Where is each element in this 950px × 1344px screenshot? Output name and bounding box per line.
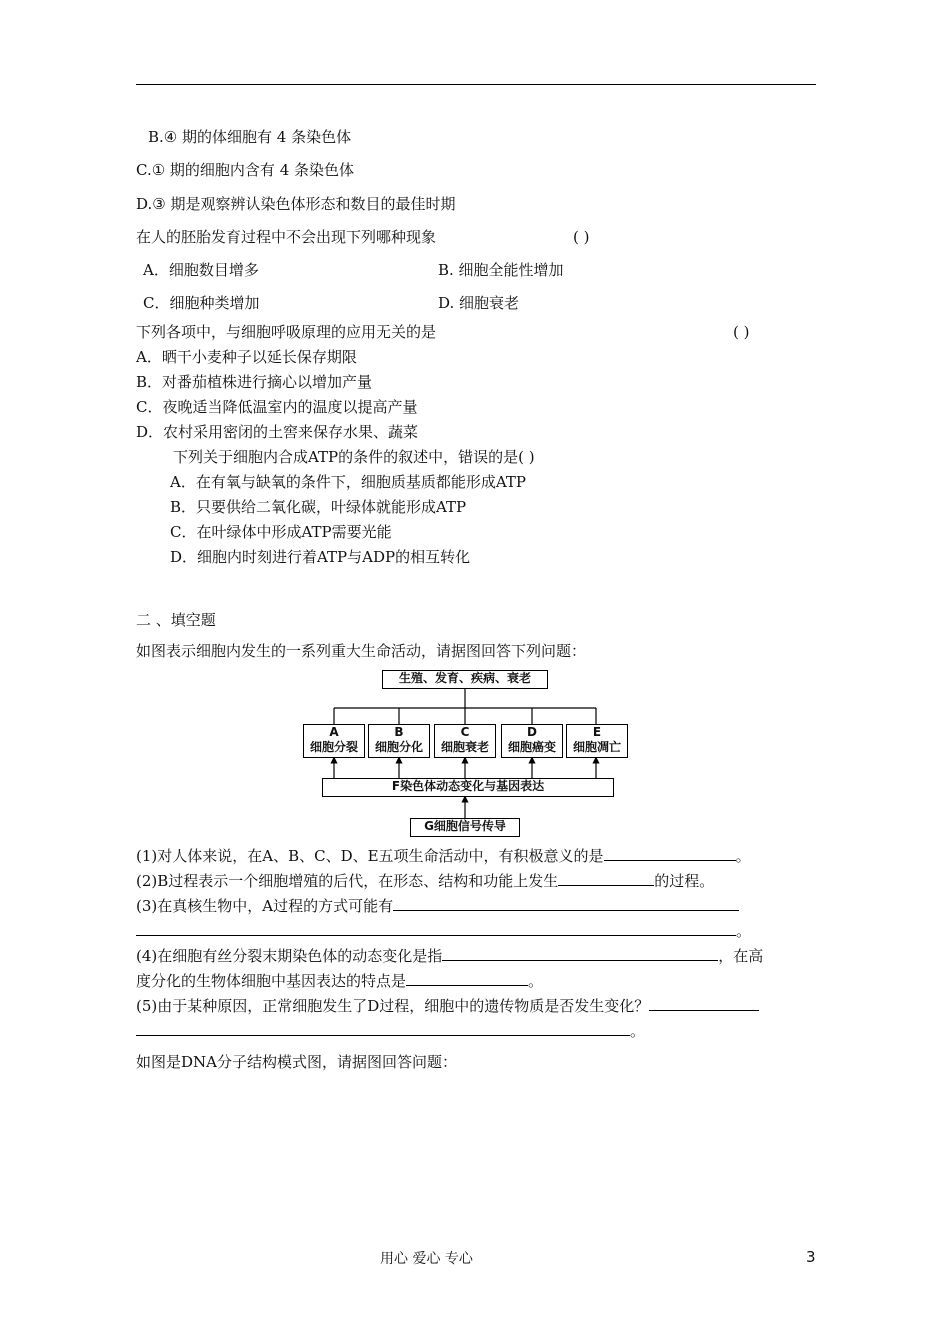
respiration-option-a: A．晒干小麦种子以延长保存期限 — [136, 348, 357, 366]
prev-option-b: B.④ 期的体细胞有 4 条染色体 — [148, 128, 352, 146]
q5-answer-blank-2[interactable] — [136, 1021, 630, 1036]
box-b-label: 细胞分化 — [374, 740, 423, 754]
box-d-label: 细胞癌变 — [507, 740, 556, 754]
q5-end: 。 — [630, 1022, 646, 1040]
diagram-box-a — [303, 724, 365, 758]
atp-option-d: D．细胞内时刻进行着ATP与ADP的相互转化 — [170, 548, 471, 566]
q1-text: (1)对人体来说，在A、B、C、D、E五项生命活动中，有积极意义的是 — [136, 847, 604, 865]
q4-end: 。 — [528, 972, 544, 990]
box-e-label: 细胞凋亡 — [572, 740, 621, 754]
fill1-q4-cont — [136, 971, 543, 991]
embryo-option-d: D. 细胞衰老 — [438, 294, 520, 312]
footer-motto: 用心 爱心 专心 — [380, 1251, 473, 1267]
box-a-letter: A — [329, 725, 339, 739]
atp-option-b: B．只要供给二氧化碳，叶绿体就能形成ATP — [170, 498, 467, 516]
q4-answer-blank-1[interactable] — [442, 946, 718, 961]
q4-mid: ，在高 — [718, 947, 764, 965]
respiration-option-d: D．农村采用密闭的土窖来保存水果、蔬菜 — [136, 423, 419, 441]
q2-end: 的过程。 — [654, 872, 715, 890]
atp-question-stem: 下列关于细胞内合成ATP的条件的叙述中，错误的是( ) — [173, 448, 535, 466]
q2-text: (2)B过程表示一个细胞增殖的后代，在形态、结构和功能上发生 — [136, 872, 559, 890]
atp-option-c: C．在叶绿体中形成ATP需要光能 — [170, 523, 392, 541]
diagram-middle-box: F染色体动态变化与基因表达 — [322, 778, 614, 797]
header-rule — [136, 84, 816, 85]
prev-option-c: C.① 期的细胞内含有 4 条染色体 — [136, 161, 355, 179]
q3-answer-blank-2[interactable] — [136, 921, 736, 936]
respiration-option-b: B．对番茄植株进行摘心以增加产量 — [136, 373, 373, 391]
embryo-option-b: B. 细胞全能性增加 — [438, 261, 564, 279]
box-b-letter: B — [394, 725, 404, 739]
dna-question-intro: 如图是DNA分子结构模式图，请据图回答问题： — [136, 1053, 457, 1071]
diagram-box-c — [434, 724, 496, 758]
box-c-label: 细胞衰老 — [440, 740, 489, 754]
respiration-answer-paren: ( ) — [733, 323, 750, 341]
q3-answer-blank-1[interactable] — [393, 896, 739, 911]
embryo-question-stem: 在人的胚胎发育过程中不会出现下列哪种现象 — [136, 228, 437, 246]
q4-text: (4)在细胞有丝分裂末期染色体的动态变化是指 — [136, 947, 443, 965]
fill1-q1 — [136, 846, 751, 866]
q4-text-2: 度分化的生物体细胞中基因表达的特点是 — [136, 972, 407, 990]
q2-answer-blank[interactable] — [558, 871, 654, 886]
respiration-option-c: C．夜晚适当降低温室内的温度以提高产量 — [136, 398, 418, 416]
diagram-box-d — [501, 724, 563, 758]
diagram-bottom-box: G细胞信号传导 — [410, 818, 520, 837]
atp-option-a: A．在有氧与缺氧的条件下，细胞质基质都能形成ATP — [170, 473, 526, 491]
section-title: 二 、填空题 — [136, 611, 216, 629]
embryo-option-c: C．细胞种类增加 — [143, 294, 260, 312]
q5-text: (5)由于某种原因，正常细胞发生了D过程，细胞中的遗传物质是否发生变化？ — [136, 997, 650, 1015]
fill1-q4 — [136, 946, 763, 966]
diagram-box-e — [566, 724, 628, 758]
fill1-q5 — [136, 996, 759, 1016]
box-e-letter: E — [592, 725, 602, 739]
q4-answer-blank-2[interactable] — [406, 971, 528, 986]
box-d-letter: D — [527, 725, 537, 739]
q1-end: 。 — [735, 847, 751, 865]
cell-activity-diagram — [300, 668, 630, 838]
prev-option-d: D.③ 期是观察辨认染色体形态和数目的最佳时期 — [136, 195, 456, 213]
q3-end: 。 — [736, 922, 752, 940]
diagram-top-box: 生殖、发育、疾病、衰老 — [382, 670, 548, 689]
embryo-answer-paren: ( ) — [573, 228, 590, 246]
q3-text: (3)在真核生物中，A过程的方式可能有 — [136, 897, 394, 915]
fill1-q3 — [136, 896, 739, 916]
fill1-q5-cont — [136, 1021, 645, 1041]
fill1-q3-cont — [136, 921, 751, 941]
page-number: 3 — [806, 1248, 816, 1266]
fill1-q2 — [136, 871, 714, 891]
box-a-label: 细胞分裂 — [309, 740, 358, 754]
diagram-box-b — [368, 724, 430, 758]
respiration-question-stem: 下列各项中，与细胞呼吸原理的应用无关的是 — [136, 323, 437, 341]
embryo-option-a: A．细胞数目增多 — [143, 261, 259, 279]
box-c-letter: C — [460, 725, 470, 739]
q1-answer-blank[interactable] — [604, 846, 736, 861]
q5-answer-blank-1[interactable] — [649, 996, 759, 1011]
fill1-intro: 如图表示细胞内发生的一系列重大生命活动，请据图回答下列问题： — [136, 642, 587, 660]
